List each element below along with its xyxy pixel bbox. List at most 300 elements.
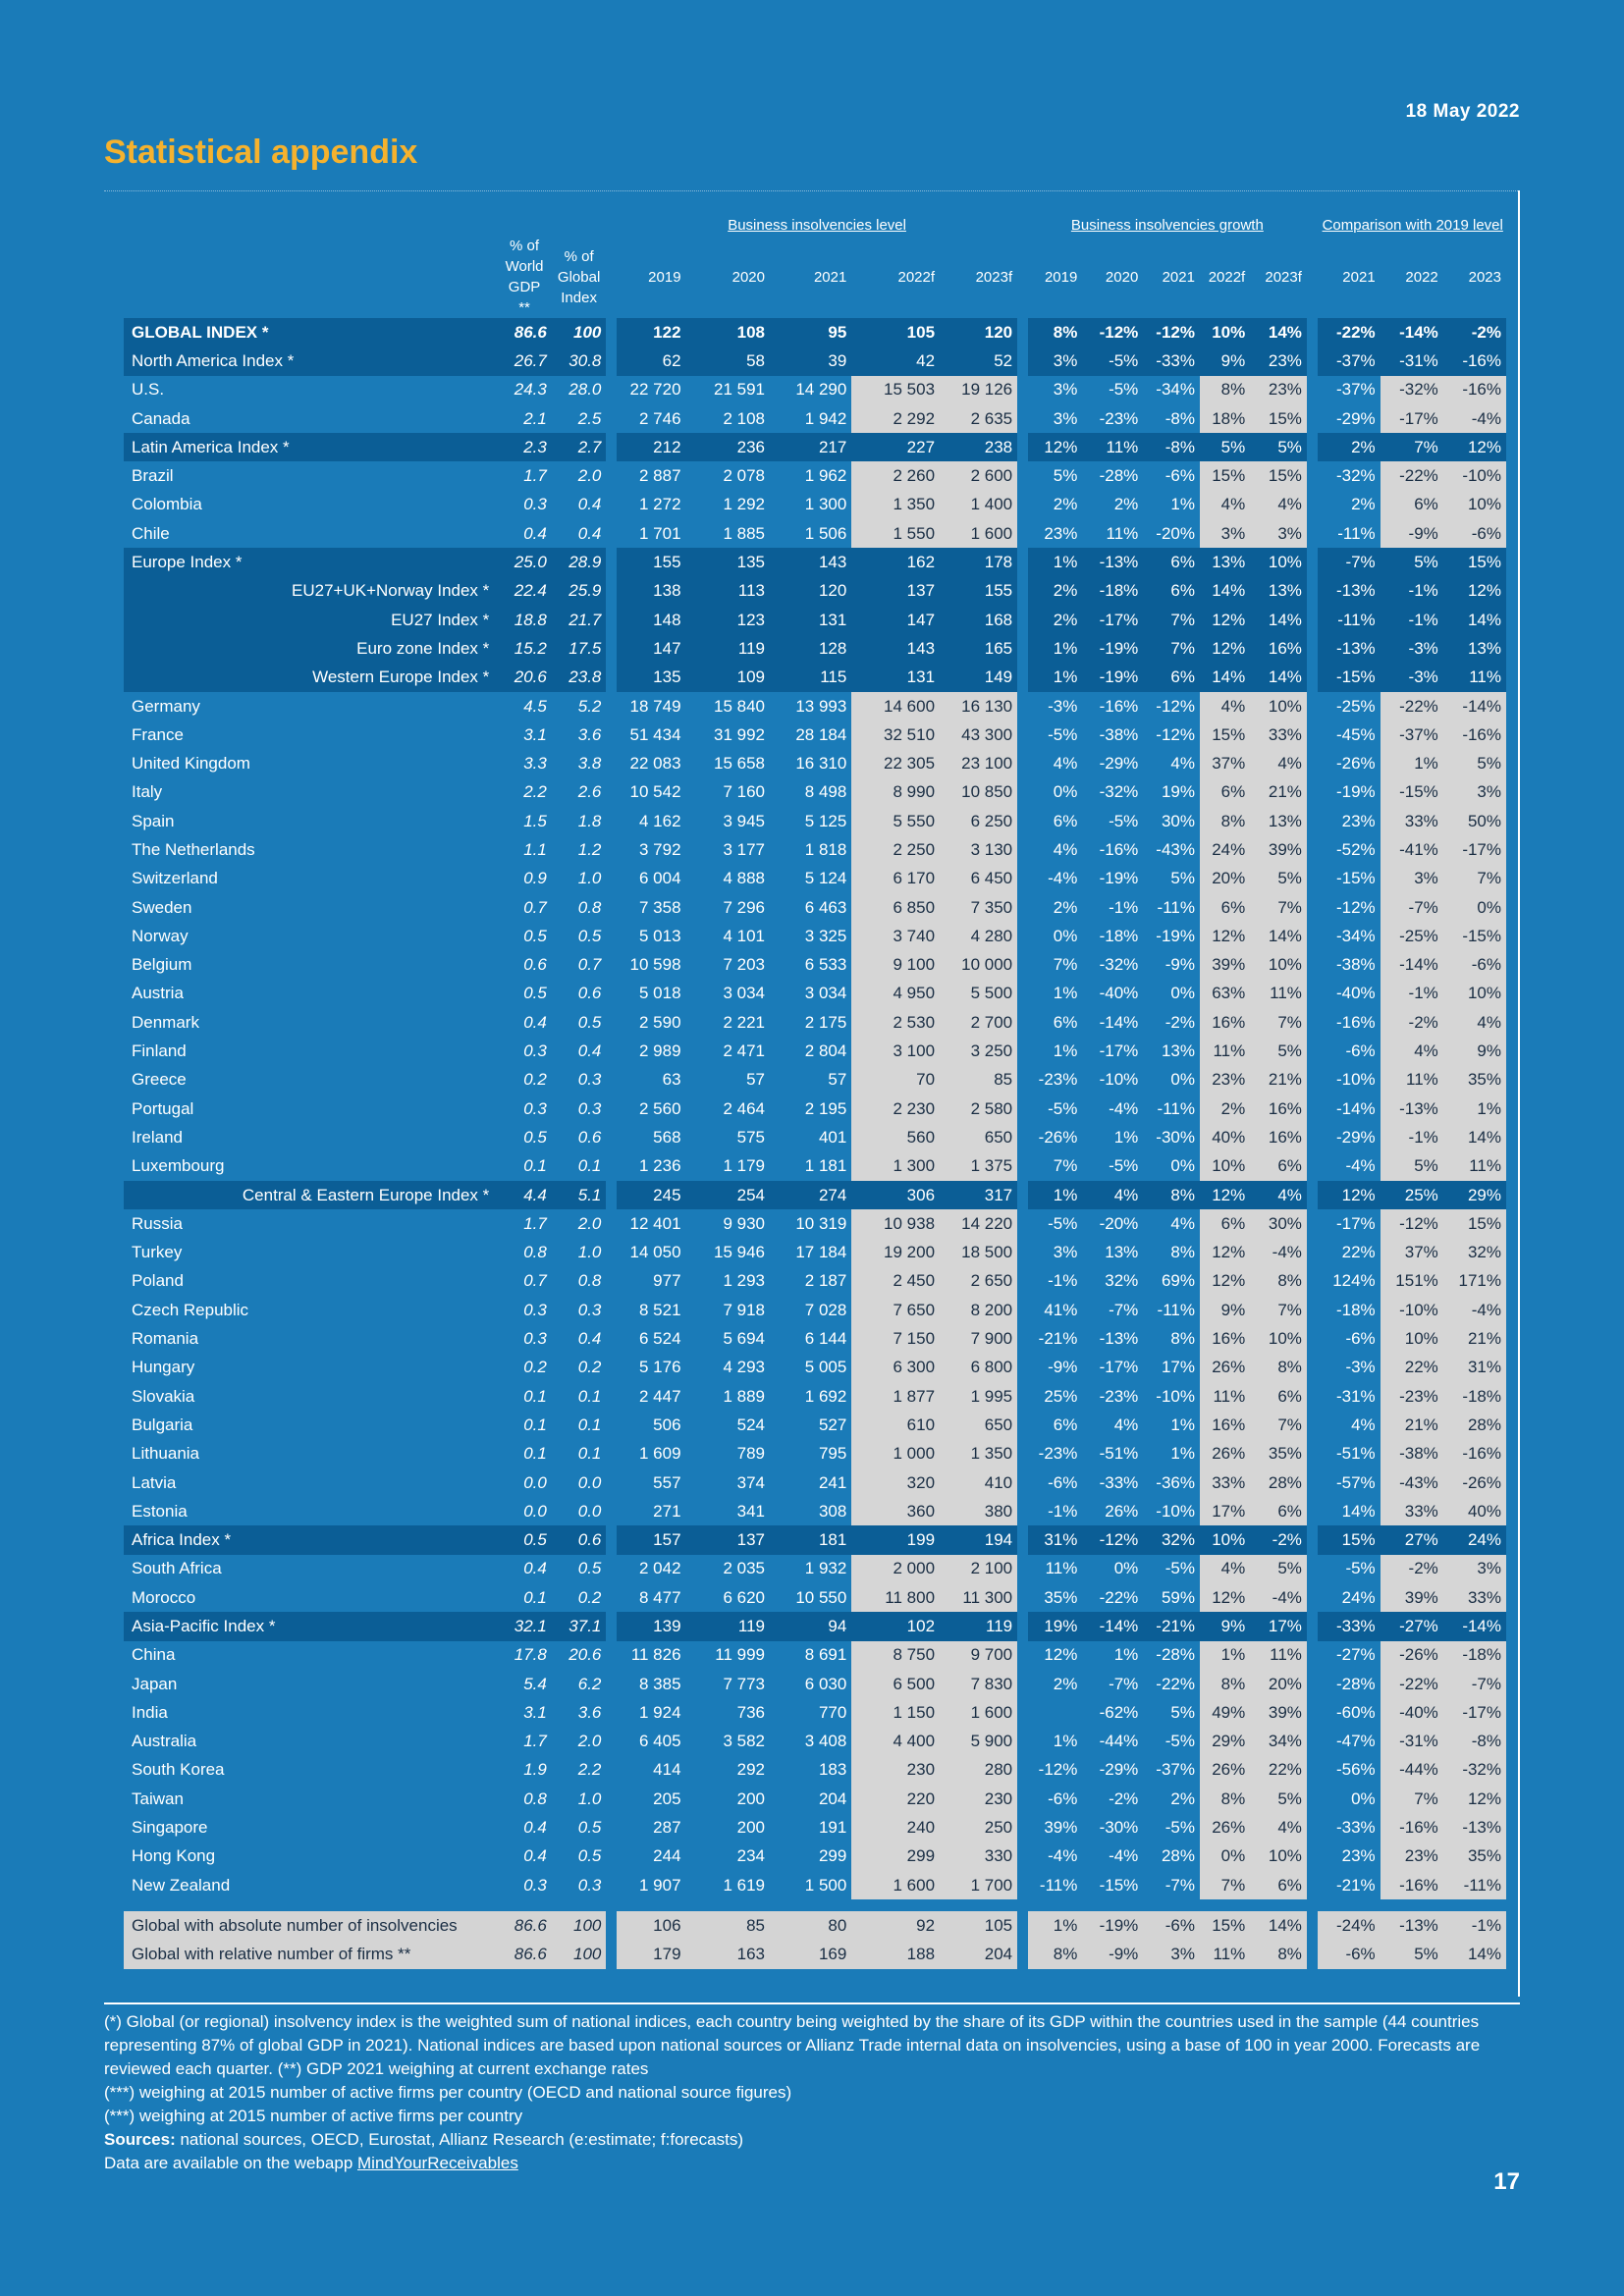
comparison-cell: -57% bbox=[1335, 1472, 1376, 1492]
level-cell: 10 938 bbox=[851, 1209, 940, 1238]
comparison-cell: 23% bbox=[1341, 811, 1376, 830]
column-gap bbox=[1307, 835, 1318, 864]
column-gap bbox=[606, 1497, 617, 1525]
table-row bbox=[124, 1698, 1506, 1727]
level-cell: 1 609 bbox=[639, 1444, 681, 1464]
index-share: 0.5 bbox=[577, 1012, 602, 1032]
growth-cell: 9% bbox=[1200, 1296, 1250, 1324]
growth-cell: -43% bbox=[1156, 839, 1195, 859]
comparison-cell: -2% bbox=[1380, 1008, 1443, 1037]
growth-cell: -5% bbox=[1048, 1213, 1078, 1233]
level-cell: 70 bbox=[851, 1066, 940, 1095]
comparison-cell: -1% bbox=[1380, 577, 1443, 606]
comparison-cell: -29% bbox=[1335, 1127, 1376, 1147]
growth-cell: 12% bbox=[1200, 606, 1250, 634]
comparison-cell: 32% bbox=[1443, 1239, 1506, 1267]
table-row bbox=[124, 1008, 1506, 1037]
table-row bbox=[124, 548, 1506, 576]
gdp-share: 4.5 bbox=[523, 696, 547, 716]
comparison-cell: -16% bbox=[1380, 1813, 1443, 1842]
column-gap bbox=[606, 1382, 617, 1411]
table-row bbox=[124, 318, 1506, 347]
index-share: 0.1 bbox=[577, 1444, 602, 1464]
growth-cell: 14% bbox=[1200, 577, 1250, 606]
column-gap bbox=[606, 1698, 617, 1727]
comparison-cell: -13% bbox=[1443, 1813, 1506, 1842]
column-gap bbox=[1017, 922, 1028, 950]
column-gap bbox=[1017, 865, 1028, 893]
level-cell: 250 bbox=[940, 1813, 1017, 1842]
level-cell: 240 bbox=[851, 1813, 940, 1842]
level-cell: 236 bbox=[686, 433, 770, 461]
comparison-cell: -31% bbox=[1380, 1728, 1443, 1756]
growth-cell: -21% bbox=[1143, 1612, 1200, 1640]
growth-cell: 2% bbox=[1053, 1674, 1078, 1693]
comparison-cell: -14% bbox=[1443, 1612, 1506, 1640]
gdp-share: 0.8 bbox=[523, 1243, 547, 1262]
growth-cell: -30% bbox=[1156, 1127, 1195, 1147]
comparison-cell: -3% bbox=[1380, 634, 1443, 663]
level-cell: 148 bbox=[617, 606, 686, 634]
growth-cell: -6% bbox=[1164, 466, 1195, 486]
level-cell: 274 bbox=[770, 1181, 851, 1209]
comparison-cell: -22% bbox=[1318, 318, 1380, 347]
level-cell: 62 bbox=[617, 347, 686, 375]
row-label: France bbox=[132, 724, 184, 744]
col-header-year: 2019 bbox=[648, 268, 681, 286]
level-cell: 1 907 bbox=[639, 1875, 681, 1895]
column-gap bbox=[1307, 893, 1318, 922]
level-cell: 3 740 bbox=[851, 922, 940, 950]
growth-cell: 2% bbox=[1028, 606, 1083, 634]
level-cell: 230 bbox=[940, 1785, 1017, 1813]
growth-cell: 13% bbox=[1105, 1243, 1139, 1262]
growth-cell: 4% bbox=[1053, 754, 1078, 774]
gdp-share: 0.7 bbox=[523, 1271, 547, 1291]
table-row bbox=[124, 1756, 1506, 1785]
row-label: Sweden bbox=[132, 897, 192, 917]
column-gap bbox=[1307, 1239, 1318, 1267]
growth-cell: -8% bbox=[1164, 408, 1195, 428]
comparison-cell: -14% bbox=[1380, 951, 1443, 980]
growth-cell: 6% bbox=[1053, 1012, 1078, 1032]
row-label: Switzerland bbox=[132, 869, 218, 888]
gdp-share: 0.4 bbox=[523, 523, 547, 543]
level-cell: 10 000 bbox=[940, 951, 1017, 980]
growth-cell: 26% bbox=[1105, 1501, 1139, 1521]
comparison-cell: 5% bbox=[1380, 1152, 1443, 1181]
index-share: 1.8 bbox=[577, 811, 602, 830]
level-cell: 1 600 bbox=[851, 1871, 940, 1899]
group-header-comparison: Comparison with 2019 level bbox=[1322, 216, 1503, 234]
level-cell: 1 400 bbox=[940, 491, 1017, 519]
column-gap bbox=[606, 1152, 617, 1181]
column-gap bbox=[1017, 807, 1028, 835]
growth-cell: 11% bbox=[1250, 1641, 1307, 1670]
growth-cell: 13% bbox=[1161, 1041, 1195, 1061]
level-cell: 1 962 bbox=[804, 466, 847, 486]
level-cell: 1 818 bbox=[804, 839, 847, 859]
spacer-cell bbox=[124, 1899, 1506, 1911]
growth-cell: 2% bbox=[1053, 495, 1078, 514]
column-gap bbox=[1017, 1525, 1028, 1554]
comparison-cell: -2% bbox=[1443, 318, 1506, 347]
comparison-cell: -3% bbox=[1380, 664, 1443, 692]
comparison-cell: -60% bbox=[1335, 1702, 1376, 1722]
level-cell: 2 108 bbox=[723, 408, 765, 428]
growth-cell: 19% bbox=[1161, 782, 1195, 802]
growth-cell: 12% bbox=[1200, 1239, 1250, 1267]
comparison-cell: -29% bbox=[1335, 408, 1376, 428]
gdp-share: 15.2 bbox=[497, 634, 552, 663]
growth-cell: 4% bbox=[1250, 491, 1307, 519]
comparison-cell: -22% bbox=[1380, 692, 1443, 721]
column-gap bbox=[606, 519, 617, 548]
level-cell: 6 500 bbox=[851, 1670, 940, 1698]
gdp-share: 86.6 bbox=[497, 1941, 552, 1969]
level-cell: 2 447 bbox=[639, 1386, 681, 1406]
growth-cell: 9% bbox=[1200, 347, 1250, 375]
row-label: New Zealand bbox=[132, 1875, 231, 1895]
gdp-share: 5.4 bbox=[523, 1674, 547, 1693]
comparison-cell: 7% bbox=[1380, 433, 1443, 461]
growth-cell: -20% bbox=[1156, 523, 1195, 543]
growth-cell: -51% bbox=[1099, 1444, 1139, 1464]
comparison-cell: 9% bbox=[1443, 1037, 1506, 1065]
column-gap bbox=[1017, 1785, 1028, 1813]
comparison-cell: -6% bbox=[1318, 1941, 1380, 1969]
level-cell: 6 030 bbox=[804, 1674, 847, 1693]
comparison-cell: 33% bbox=[1443, 1583, 1506, 1612]
column-gap bbox=[1307, 1941, 1318, 1969]
column-gap bbox=[606, 1842, 617, 1871]
column-gap bbox=[1017, 1728, 1028, 1756]
comparison-cell: -51% bbox=[1335, 1444, 1376, 1464]
level-cell: 181 bbox=[770, 1525, 851, 1554]
column-gap bbox=[1017, 1670, 1028, 1698]
column-gap bbox=[606, 1354, 617, 1382]
column-gap bbox=[1307, 1698, 1318, 1727]
comparison-cell: -13% bbox=[1380, 1911, 1443, 1940]
level-cell: 14 220 bbox=[940, 1209, 1017, 1238]
level-cell: 4 101 bbox=[723, 926, 765, 945]
index-share: 0.5 bbox=[577, 926, 602, 945]
column-gap bbox=[1017, 893, 1028, 922]
growth-cell: 33% bbox=[1200, 1468, 1250, 1497]
level-cell: 6 620 bbox=[723, 1587, 765, 1607]
row-label: China bbox=[132, 1645, 176, 1665]
table-row bbox=[124, 778, 1506, 807]
growth-cell: 11% bbox=[1082, 433, 1143, 461]
table-row bbox=[124, 835, 1506, 864]
row-label: Finland bbox=[132, 1041, 187, 1061]
comparison-cell: -56% bbox=[1335, 1760, 1376, 1780]
growth-cell: -32% bbox=[1099, 955, 1139, 975]
column-gap bbox=[1017, 1267, 1028, 1296]
level-cell: 1 300 bbox=[851, 1152, 940, 1181]
table-row bbox=[124, 1813, 1506, 1842]
index-share: 2.0 bbox=[577, 466, 602, 486]
level-cell: 19 200 bbox=[851, 1239, 940, 1267]
column-gap bbox=[606, 1785, 617, 1813]
table-row bbox=[124, 692, 1506, 721]
index-share: 0.6 bbox=[552, 1525, 607, 1554]
level-cell: 15 658 bbox=[714, 754, 765, 774]
growth-cell: 5% bbox=[1250, 865, 1307, 893]
col-header-year: 2021 bbox=[1162, 268, 1195, 286]
index-share: 0.3 bbox=[577, 1875, 602, 1895]
column-gap bbox=[606, 1066, 617, 1095]
gdp-share: 0.4 bbox=[523, 1012, 547, 1032]
webapp-link[interactable]: MindYourReceivables bbox=[357, 2154, 518, 2172]
comparison-cell: -1% bbox=[1380, 1123, 1443, 1151]
index-share: 0.3 bbox=[577, 1098, 602, 1118]
comparison-cell: -32% bbox=[1380, 376, 1443, 404]
growth-cell: -6% bbox=[1048, 1472, 1078, 1492]
gdp-share: 17.8 bbox=[514, 1645, 547, 1665]
level-cell: 770 bbox=[818, 1702, 847, 1722]
growth-cell: 22% bbox=[1250, 1756, 1307, 1785]
level-cell: 2 035 bbox=[723, 1559, 765, 1578]
comparison-cell: -26% bbox=[1443, 1468, 1506, 1497]
level-cell: 131 bbox=[851, 664, 940, 692]
column-gap bbox=[1307, 1037, 1318, 1065]
level-cell: 15 503 bbox=[851, 376, 940, 404]
column-gap bbox=[1017, 548, 1028, 576]
level-cell: 1 550 bbox=[851, 519, 940, 548]
level-cell: 230 bbox=[851, 1756, 940, 1785]
growth-cell: -23% bbox=[1038, 1070, 1078, 1090]
gdp-share: 0.1 bbox=[523, 1156, 547, 1176]
row-label: Latin America Index * bbox=[124, 433, 497, 461]
level-cell: 2 000 bbox=[851, 1555, 940, 1583]
growth-cell: 35% bbox=[1044, 1587, 1078, 1607]
level-cell: 1 619 bbox=[723, 1875, 765, 1895]
gdp-share: 4.4 bbox=[497, 1181, 552, 1209]
col-header-gdp: % of World GDP ** bbox=[505, 238, 544, 316]
column-gap bbox=[606, 807, 617, 835]
level-cell: 7 296 bbox=[723, 897, 765, 917]
growth-cell: 12% bbox=[1044, 1645, 1078, 1665]
comparison-cell: -11% bbox=[1318, 606, 1380, 634]
index-share: 100 bbox=[552, 1911, 607, 1940]
column-gap bbox=[1017, 1066, 1028, 1095]
col-header-year: 2023f bbox=[975, 268, 1013, 286]
column-gap bbox=[1307, 1324, 1318, 1353]
growth-cell: 1% bbox=[1028, 1911, 1083, 1940]
growth-cell: -17% bbox=[1082, 606, 1143, 634]
growth-cell: 30% bbox=[1161, 811, 1195, 830]
comparison-cell: 33% bbox=[1380, 1497, 1443, 1525]
growth-cell: 12% bbox=[1200, 1583, 1250, 1612]
row-label: South Africa bbox=[132, 1559, 222, 1578]
column-gap bbox=[1017, 1382, 1028, 1411]
gdp-share: 0.3 bbox=[523, 1875, 547, 1895]
level-cell: 2 804 bbox=[804, 1041, 847, 1061]
level-cell: 271 bbox=[653, 1501, 681, 1521]
level-cell: 135 bbox=[686, 548, 770, 576]
comparison-cell: -43% bbox=[1380, 1468, 1443, 1497]
growth-cell: 13% bbox=[1200, 548, 1250, 576]
growth-cell: 5% bbox=[1250, 1555, 1307, 1583]
comparison-cell: -34% bbox=[1335, 926, 1376, 945]
growth-cell: 8% bbox=[1250, 1267, 1307, 1296]
growth-cell: 39% bbox=[1200, 951, 1250, 980]
comparison-cell: -6% bbox=[1345, 1329, 1376, 1349]
row-label: EU27 Index * bbox=[124, 606, 497, 634]
comparison-cell: 4% bbox=[1380, 1037, 1443, 1065]
gdp-share: 0.5 bbox=[497, 1525, 552, 1554]
gdp-share: 0.4 bbox=[523, 1559, 547, 1578]
growth-cell: 1% bbox=[1028, 664, 1083, 692]
table-row bbox=[124, 1497, 1506, 1525]
column-gap bbox=[1307, 807, 1318, 835]
row-label: Brazil bbox=[132, 466, 174, 486]
level-cell: 2 230 bbox=[851, 1095, 940, 1123]
gdp-share: 0.5 bbox=[523, 984, 547, 1003]
level-cell: 6 533 bbox=[804, 955, 847, 975]
comparison-cell: 11% bbox=[1443, 664, 1506, 692]
column-gap bbox=[606, 1468, 617, 1497]
index-share: 28.9 bbox=[552, 548, 607, 576]
table-row bbox=[124, 1728, 1506, 1756]
level-cell: 3 130 bbox=[940, 835, 1017, 864]
gdp-share: 0.4 bbox=[523, 1846, 547, 1866]
level-cell: 8 200 bbox=[940, 1296, 1017, 1324]
level-cell: 165 bbox=[940, 634, 1017, 663]
growth-cell: 11% bbox=[1045, 1559, 1078, 1578]
level-cell: 120 bbox=[940, 318, 1017, 347]
growth-cell: -10% bbox=[1099, 1070, 1139, 1090]
table-row bbox=[124, 1411, 1506, 1439]
growth-cell: -12% bbox=[1082, 318, 1143, 347]
column-gap bbox=[1017, 1497, 1028, 1525]
growth-cell: 8% bbox=[1200, 376, 1250, 404]
growth-cell: 1% bbox=[1170, 1415, 1195, 1434]
index-share: 23.8 bbox=[552, 664, 607, 692]
comparison-cell: -1% bbox=[1380, 606, 1443, 634]
level-cell: 2 530 bbox=[851, 1008, 940, 1037]
row-label: United Kingdom bbox=[132, 754, 250, 774]
growth-cell: -8% bbox=[1143, 433, 1200, 461]
growth-cell: -62% bbox=[1099, 1702, 1139, 1722]
column-gap bbox=[1017, 376, 1028, 404]
growth-cell: -19% bbox=[1099, 869, 1139, 888]
growth-cell: -17% bbox=[1099, 1041, 1139, 1061]
column-gap bbox=[1307, 749, 1318, 777]
growth-cell: 8% bbox=[1170, 1243, 1195, 1262]
column-gap bbox=[1017, 1842, 1028, 1871]
column-gap bbox=[1307, 1670, 1318, 1698]
growth-cell: -9% bbox=[1048, 1358, 1078, 1377]
comparison-cell: -6% bbox=[1345, 1041, 1376, 1061]
gdp-share: 0.0 bbox=[523, 1501, 547, 1521]
level-cell: 380 bbox=[940, 1497, 1017, 1525]
comparison-cell: -10% bbox=[1335, 1070, 1376, 1090]
page-number: 17 bbox=[1493, 2168, 1520, 2195]
level-cell: 9 930 bbox=[723, 1213, 765, 1233]
comparison-cell: -26% bbox=[1380, 1641, 1443, 1670]
gdp-share: 1.5 bbox=[523, 811, 547, 830]
index-share: 5.2 bbox=[577, 696, 602, 716]
growth-cell: -18% bbox=[1082, 577, 1143, 606]
column-gap bbox=[1017, 778, 1028, 807]
growth-cell: 1% bbox=[1053, 1732, 1078, 1751]
index-share: 1.2 bbox=[577, 839, 602, 859]
comparison-cell: 15% bbox=[1443, 1209, 1506, 1238]
growth-cell: 30% bbox=[1250, 1209, 1307, 1238]
comparison-cell: 11% bbox=[1443, 1152, 1506, 1181]
level-cell: 11 999 bbox=[715, 1645, 765, 1665]
row-label: Singapore bbox=[132, 1818, 208, 1838]
index-share: 100 bbox=[552, 318, 607, 347]
level-cell: 157 bbox=[617, 1525, 686, 1554]
level-cell: 205 bbox=[653, 1789, 681, 1808]
growth-cell: -12% bbox=[1156, 724, 1195, 744]
level-cell: 2 700 bbox=[940, 1008, 1017, 1037]
growth-cell: 11% bbox=[1250, 980, 1307, 1008]
growth-cell: 0% bbox=[1053, 926, 1078, 945]
growth-cell: 17% bbox=[1250, 1612, 1307, 1640]
growth-cell: 26% bbox=[1200, 1813, 1250, 1842]
row-label: Romania bbox=[132, 1329, 199, 1349]
growth-cell: 10% bbox=[1200, 318, 1250, 347]
growth-cell: 7% bbox=[1250, 1411, 1307, 1439]
level-cell: 7 900 bbox=[940, 1324, 1017, 1353]
growth-cell: 4% bbox=[1250, 749, 1307, 777]
column-gap bbox=[1017, 404, 1028, 433]
row-label: Asia-Pacific Index * bbox=[124, 1612, 497, 1640]
gdp-share: 3.3 bbox=[523, 754, 547, 774]
column-gap bbox=[606, 951, 617, 980]
comparison-cell: -32% bbox=[1335, 466, 1376, 486]
level-cell: 374 bbox=[736, 1472, 765, 1492]
level-cell: 6 144 bbox=[804, 1329, 847, 1349]
level-cell: 280 bbox=[940, 1756, 1017, 1785]
row-label: Poland bbox=[132, 1271, 184, 1291]
comparison-cell: -12% bbox=[1380, 1209, 1443, 1238]
level-cell: 131 bbox=[770, 606, 851, 634]
growth-cell: 8% bbox=[1170, 1329, 1195, 1349]
comparison-cell: 22% bbox=[1380, 1354, 1443, 1382]
row-label: Spain bbox=[132, 811, 175, 830]
comparison-cell: -7% bbox=[1380, 893, 1443, 922]
growth-cell: 2% bbox=[1200, 1095, 1250, 1123]
table-row bbox=[124, 347, 1506, 375]
column-gap bbox=[1307, 1641, 1318, 1670]
column-gap bbox=[1017, 835, 1028, 864]
gdp-share: 25.0 bbox=[497, 548, 552, 576]
comparison-cell: -24% bbox=[1318, 1911, 1380, 1940]
index-share: 2.0 bbox=[577, 1732, 602, 1751]
growth-cell: -4% bbox=[1048, 869, 1078, 888]
growth-cell: 2% bbox=[1170, 1789, 1195, 1808]
row-label: Greece bbox=[132, 1070, 187, 1090]
column-gap bbox=[1307, 1583, 1318, 1612]
growth-cell: -16% bbox=[1099, 839, 1139, 859]
growth-cell: 9% bbox=[1200, 1612, 1250, 1640]
growth-cell: -6% bbox=[1048, 1789, 1078, 1808]
level-cell: 3 582 bbox=[723, 1732, 765, 1751]
growth-cell: 1% bbox=[1028, 548, 1083, 576]
comparison-cell: 10% bbox=[1380, 1324, 1443, 1353]
column-gap bbox=[1307, 404, 1318, 433]
level-cell: 4 888 bbox=[723, 869, 765, 888]
growth-cell: 10% bbox=[1250, 1324, 1307, 1353]
comparison-cell: -16% bbox=[1380, 1871, 1443, 1899]
level-cell: 9 100 bbox=[851, 951, 940, 980]
gdp-share: 0.0 bbox=[523, 1472, 547, 1492]
